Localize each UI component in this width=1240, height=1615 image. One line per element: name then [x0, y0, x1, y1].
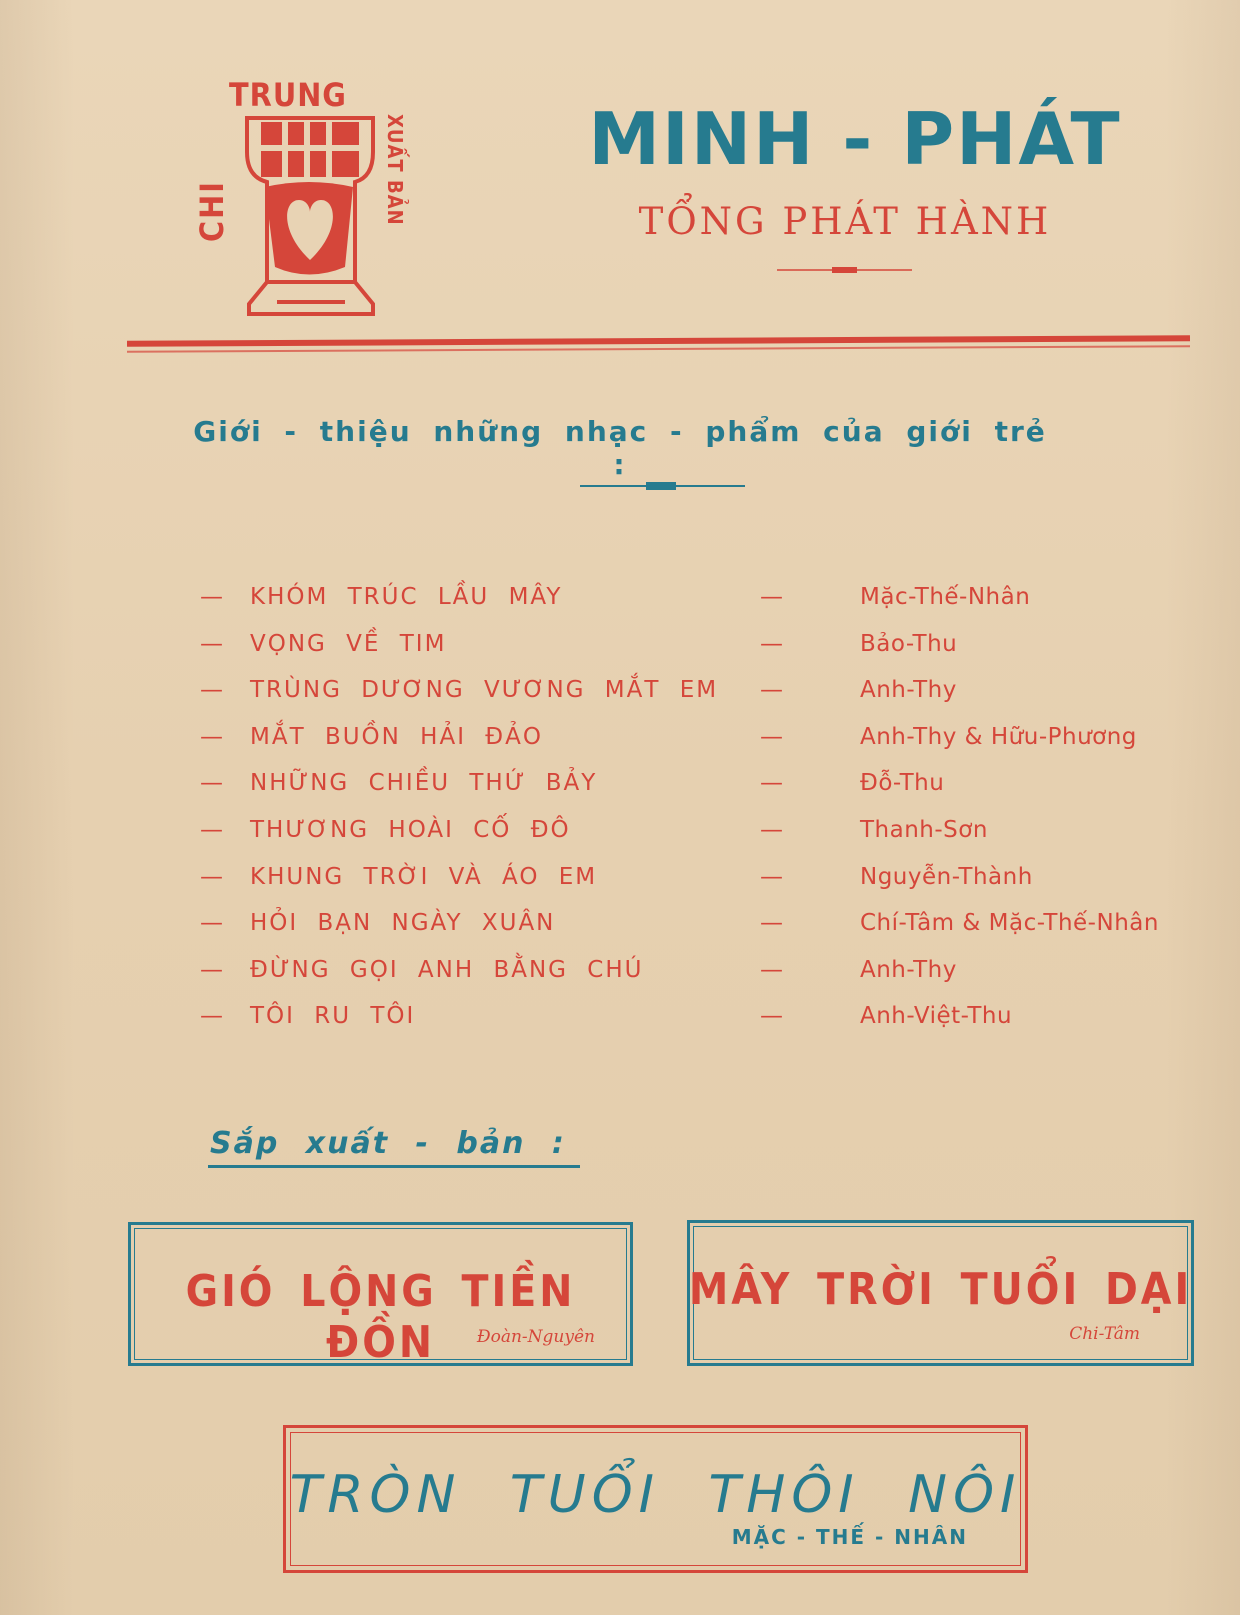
dash: — — [760, 863, 783, 890]
publisher-logo — [192, 76, 430, 327]
song-author: Anh-Thy & Hữu-Phương — [860, 723, 1137, 750]
list-item — [200, 1003, 1200, 1050]
upcoming-title: GIÓ LỘNG TIỀN ĐỒN — [185, 1266, 576, 1368]
dash: — — [760, 816, 783, 843]
song-title: ĐỪNG GỌI ANH BẰNG CHÚ — [250, 956, 644, 983]
upcoming-author: Đoàn-Nguyên — [476, 1327, 595, 1347]
dash: — — [760, 677, 783, 704]
song-list — [200, 584, 1200, 1050]
song-title: TÔI RU TÔI — [250, 1003, 416, 1030]
song-author: Thanh-Sơn — [860, 816, 988, 843]
dash: — — [200, 1003, 223, 1030]
dash: — — [200, 630, 223, 657]
logo-word-xuat-ban: XUẤT BẢN — [383, 114, 407, 226]
list-item — [200, 724, 1200, 771]
list-item — [200, 957, 1200, 1004]
upcoming-title: MÂY TRỜI TUỔI DẠI — [688, 1264, 1193, 1315]
song-title: KHUNG TRỜI VÀ ÁO EM — [250, 863, 598, 890]
dash: — — [200, 723, 223, 750]
song-author: Nguyễn-Thành — [860, 863, 1033, 890]
upcoming-title: TRÒN TUỔI THÔI NÔI — [289, 1465, 1022, 1525]
song-title: KHÓM TRÚC LẦU MÂY — [250, 584, 563, 610]
list-item — [200, 910, 1200, 957]
dash: — — [760, 910, 783, 937]
dash: — — [200, 956, 223, 983]
coming-soon-underline — [208, 1165, 580, 1168]
list-item — [200, 631, 1200, 678]
list-item — [200, 770, 1200, 817]
dash: — — [200, 584, 223, 610]
dash: — — [200, 770, 223, 797]
song-title: MẮT BUỒN HẢI ĐẢO — [250, 723, 543, 750]
dash: — — [200, 816, 223, 843]
dash: — — [760, 770, 783, 797]
song-author: Bảo-Thu — [860, 630, 958, 657]
brand-title: MINH - PHÁT — [588, 97, 1122, 181]
song-author: Anh-Thy — [860, 956, 957, 983]
ornament-divider-icon — [580, 481, 745, 491]
dash: — — [200, 677, 223, 704]
song-author: Mặc-Thế-Nhân — [860, 584, 1031, 610]
dash: — — [200, 863, 223, 890]
song-author: Chí-Tâm & Mặc-Thế-Nhân — [860, 910, 1159, 937]
upcoming-box — [687, 1220, 1194, 1366]
dash: — — [760, 584, 783, 610]
song-author: Anh-Thy — [860, 677, 957, 704]
song-title: THƯƠNG HOÀI CỐ ĐÔ — [250, 816, 571, 843]
list-item — [200, 864, 1200, 911]
song-author: Anh-Việt-Thu — [860, 1003, 1013, 1030]
dash: — — [760, 956, 783, 983]
header-rule-thin — [127, 345, 1190, 353]
song-title: NHỮNG CHIỀU THỨ BẢY — [250, 770, 598, 797]
ornament-divider-icon — [777, 266, 912, 274]
list-item — [200, 677, 1200, 724]
upcoming-box — [128, 1222, 633, 1366]
coming-soon-heading: Sắp xuất - bản : — [210, 1126, 566, 1161]
dash: — — [760, 723, 783, 750]
list-item — [200, 817, 1200, 864]
song-title: TRÙNG DƯƠNG VƯƠNG MẮT EM — [250, 677, 719, 704]
logo-word-chi: CHI — [192, 180, 231, 242]
brand-subtitle: TỔNG PHÁT HÀNH — [638, 200, 1052, 243]
upcoming-author: Chi-Tâm — [1069, 1324, 1140, 1344]
list-item — [200, 584, 1200, 631]
dash: — — [200, 910, 223, 937]
intro-heading: Giới - thiệu những nhạc - phẩm của giới trẻ : — [193, 415, 1047, 481]
upcoming-author: MẶC - THẾ - NHÂN — [731, 1525, 968, 1549]
song-title: VỌNG VỀ TIM — [250, 630, 447, 657]
song-title: HỎI BẠN NGÀY XUÂN — [250, 910, 556, 937]
song-author: Đỗ-Thu — [860, 770, 945, 797]
logo-word-trung: TRUNG — [229, 76, 347, 114]
dash: — — [760, 1003, 783, 1030]
upcoming-box — [283, 1425, 1028, 1573]
dash: — — [760, 630, 783, 657]
